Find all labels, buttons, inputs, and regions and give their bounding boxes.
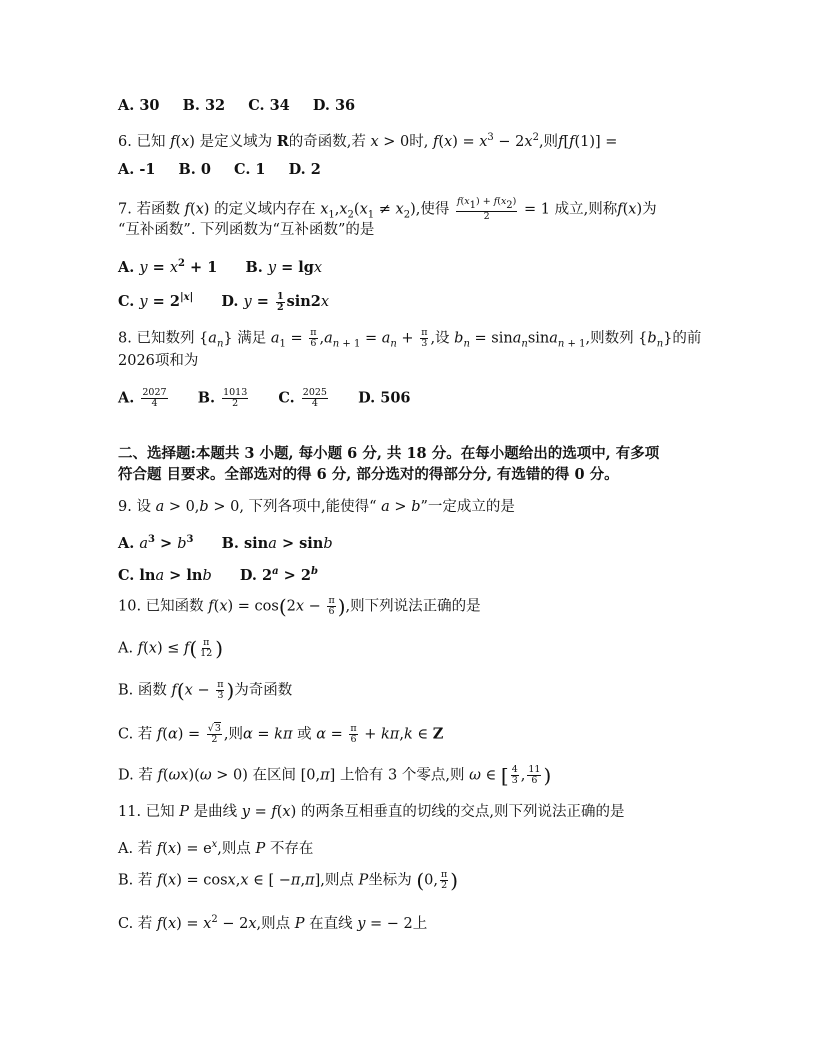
q8-stem: 8. 已知数列 $\{a_n\}$ 满足 $a_1$ = $\frac{\pi}{6}$ $,a_{n + 1} = a_n$ + $\frac{\pi}{3}$ ,设 $b_n = \sin a_n\sin a_{n + 1}$,则数列 $\{b_n\}$的前 bbox=[118, 327, 702, 350]
q10-option-c: C. 若 f(α) = $\frac{√3}{2}$ ,则α = kπ 或 α = $\frac{\pi}{6}$ + kπ,k ∈ Z bbox=[118, 723, 444, 745]
q6-option-c: C. 1 bbox=[234, 161, 266, 178]
q8-option-d: D. 506 bbox=[358, 389, 411, 407]
q11-option-c-prefix: C. 若 bbox=[118, 916, 153, 932]
q11-option-b-prefix: B. 若 bbox=[118, 872, 153, 889]
q11-option-a-prefix: A. 若 bbox=[118, 841, 153, 857]
q10-option-c-mid: ,则 bbox=[223, 726, 243, 743]
q11-option-b-end: 坐标为 bbox=[368, 872, 412, 889]
q10-cos: cos bbox=[254, 598, 279, 615]
q8-option-a-num: 2027 bbox=[142, 387, 167, 398]
q10-option-d: D. 若 f(ωx)(ω > 0) 在区间 [0,π] 上恰有 3 个零点,则 ω ∈ [ $\frac{4}{3}$ , $\frac{11}{6}$ ) bbox=[118, 763, 552, 788]
q9-option-c-label: C. bbox=[118, 567, 135, 584]
q9-text-2: ”一定成立的是 bbox=[420, 499, 515, 515]
q10-option-d-mid2: 上恰有 3 个零点,则 bbox=[339, 767, 465, 784]
q11-text-2: 的两条互相垂直的切线的交点,则下列说法正确的是 bbox=[300, 804, 625, 820]
q7-sin: sin bbox=[286, 293, 311, 310]
q10-option-b-suffix: 为奇函数 bbox=[234, 682, 293, 699]
q6-option-d: D. 2 bbox=[288, 161, 321, 178]
q9-prefix: 9. 设 bbox=[118, 499, 151, 515]
section2-line1: 二、选择题:本题共 3 小题, 每小题 6 分, 共 18 分。在每小题给出的选项中, 有多项 bbox=[118, 445, 660, 462]
q9-text-1: , 下列各项中,能使得“ bbox=[239, 499, 377, 515]
q7-options-ab: A. $y = x^2 + 1$ B. y = lgx bbox=[118, 258, 323, 276]
q6-options bbox=[118, 160, 321, 180]
q7-option-b-label: B. bbox=[245, 259, 263, 276]
q8-option-b-label: B. bbox=[197, 389, 215, 407]
q7-option-c-label: C. bbox=[118, 293, 135, 310]
q11-option-b: B. 若 f(x) = cosx,x ∈ [ −π,π],则点 P坐标为 (0, $\frac{\pi}{2}$ ) bbox=[118, 868, 459, 893]
q7-text-2: ,使得 bbox=[415, 201, 450, 218]
q8-option-c-num: 2025 bbox=[302, 387, 327, 398]
q7-fraction: $\frac{f(x1) + f(x2)}{2}$ bbox=[456, 196, 517, 222]
q11-option-c-mid2: 在直线 bbox=[309, 916, 353, 932]
q9-options-cd: C. lna > lnb D. $2^a > 2^b$ bbox=[118, 566, 318, 584]
q10-option-d-prefix: D. 若 bbox=[118, 767, 153, 784]
q8-option-b-num: 1013 bbox=[223, 387, 248, 398]
q6-prefix: 6. 已知 bbox=[118, 134, 166, 150]
q10-integer-set: Z bbox=[432, 725, 444, 743]
q11-stem: 11. 已知 P 是曲线 y = f(x) 的两条互相垂直的切线的交点,则下列说法正确的是 bbox=[118, 804, 625, 820]
q8-options bbox=[118, 388, 411, 409]
q7-text-3: 成立,则称 bbox=[554, 201, 618, 218]
q5-option-a: A. 30 bbox=[118, 97, 160, 114]
q10-prefix: 10. 已知函数 bbox=[118, 598, 204, 615]
q7-options-cd: C. $y = 2^{|x|}$ D. y = $\frac{1}{2}$ sin2x bbox=[118, 290, 330, 313]
q5-option-d: D. 36 bbox=[312, 97, 356, 114]
q10-option-d-mid1: 在区间 bbox=[252, 767, 297, 784]
q5-option-b: B. 32 bbox=[182, 97, 226, 114]
q8-option-b-den: 2 bbox=[232, 398, 239, 409]
q11-option-a: A. 若 $f(x) = e^x$,则点 P 不存在 bbox=[118, 839, 314, 857]
q11-text-1: 是曲线 bbox=[193, 804, 238, 820]
q11-option-c-mid: ,则点 bbox=[256, 916, 291, 932]
q6-stem: 6. 已知 f(x) 是定义域为 R的奇函数,若 x > 0时, $f(x) = x^3 - 2x^2$,则f[f(1)] = bbox=[118, 132, 618, 150]
q10-option-a: A. f(x) ≤ f( $\frac{\pi}{12}$ ) bbox=[118, 636, 224, 661]
q7-option-d-label: D. bbox=[221, 293, 239, 310]
q9-options-ab: A. $a^3 > b^3$ B. sina > sinb bbox=[118, 534, 333, 552]
q10-option-a-label: A. bbox=[118, 640, 134, 657]
q9-sin-1: sin bbox=[244, 535, 269, 552]
q9-option-a-label: A. bbox=[118, 535, 135, 552]
q6-text-3: 时, bbox=[409, 134, 429, 150]
q11-prefix: 11. 已知 bbox=[118, 804, 175, 820]
q9-stem: 9. 设 a > 0,b > 0, 下列各项中,能使得“ a > b”一定成立的是 bbox=[118, 499, 515, 515]
q8-text-4: 的前 bbox=[672, 330, 702, 347]
q8-option-c-label: C. bbox=[278, 389, 295, 407]
q11-option-a-suffix: ,则点 bbox=[217, 841, 251, 857]
q6-text-1: 是定义域为 bbox=[199, 134, 273, 150]
q9-ln-1: ln bbox=[139, 567, 156, 584]
q8-line2: 2026项和为 bbox=[118, 353, 199, 369]
q10-text-1: ,则下列说法正确的是 bbox=[345, 598, 481, 615]
q7-stem: 7. 若函数 f(x) 的定义域内存在 $x_1,x_2(x_1 \ne x_2)$,使得 $\frac{f(x1) + f(x2)}{2}$ = 1 成立,则称f(x)为 bbox=[118, 196, 657, 222]
q9-option-d-label: D. bbox=[239, 567, 257, 584]
q11-cos: cos bbox=[203, 872, 228, 889]
q8-option-a-den: 4 bbox=[151, 398, 158, 409]
q7-prefix: 7. 若函数 bbox=[118, 201, 180, 218]
q8-option-a-label: A. bbox=[118, 389, 135, 407]
q6-option-b: B. 0 bbox=[178, 161, 211, 178]
q7-lg: lg bbox=[298, 259, 314, 276]
q7-line2: “互补函数”. 下列函数为“互补函数”的是 bbox=[118, 222, 375, 238]
q5-option-c: C. 34 bbox=[248, 97, 290, 114]
section2-line2: 符合题 目要求。全部选对的得 6 分, 部分选对的得部分分, 有选错的得 0 分。 bbox=[118, 466, 619, 483]
q10-option-c-or: 或 bbox=[297, 726, 312, 743]
q11-option-b-mid: ,则点 bbox=[320, 872, 354, 889]
q8-text-2: ,设 bbox=[430, 330, 450, 347]
q10-option-b: B. 函数 f(x − $\frac{\pi}{3}$ )为奇函数 bbox=[118, 678, 293, 703]
q5-options bbox=[118, 96, 355, 116]
q9-option-b-label: B. bbox=[221, 535, 239, 552]
q11-option-c-end: 上 bbox=[412, 916, 428, 932]
q10-stem: 10. 已知函数 f(x) = cos(2x − $\frac{\pi}{6}$ ),则下列说法正确的是 bbox=[118, 594, 481, 619]
q8-prefix: 8. 已知数列 bbox=[118, 330, 195, 347]
q6-text-4: ,则 bbox=[538, 134, 559, 150]
q6-option-a: A. -1 bbox=[118, 161, 156, 178]
q6-real-set: R bbox=[276, 133, 289, 150]
q11-option-c: C. 若 $f(x) = x^2 - 2x$,则点 P 在直线 y = − 2上 bbox=[118, 914, 428, 932]
q10-option-c-prefix: C. 若 bbox=[118, 726, 153, 743]
q7-text-4: 为 bbox=[642, 201, 657, 218]
q8-text-1: 满足 bbox=[237, 330, 267, 347]
q7-option-a-label: A. bbox=[118, 259, 135, 276]
q7-text-1: 的定义域内存在 bbox=[214, 201, 316, 218]
q8-option-c-den: 4 bbox=[311, 398, 318, 409]
q8-text-3: ,则数列 bbox=[585, 330, 634, 347]
q11-option-a-end: 不存在 bbox=[269, 841, 314, 857]
q6-text-2: 的奇函数,若 bbox=[288, 134, 366, 150]
q10-option-b-prefix: B. 函数 bbox=[118, 682, 167, 699]
